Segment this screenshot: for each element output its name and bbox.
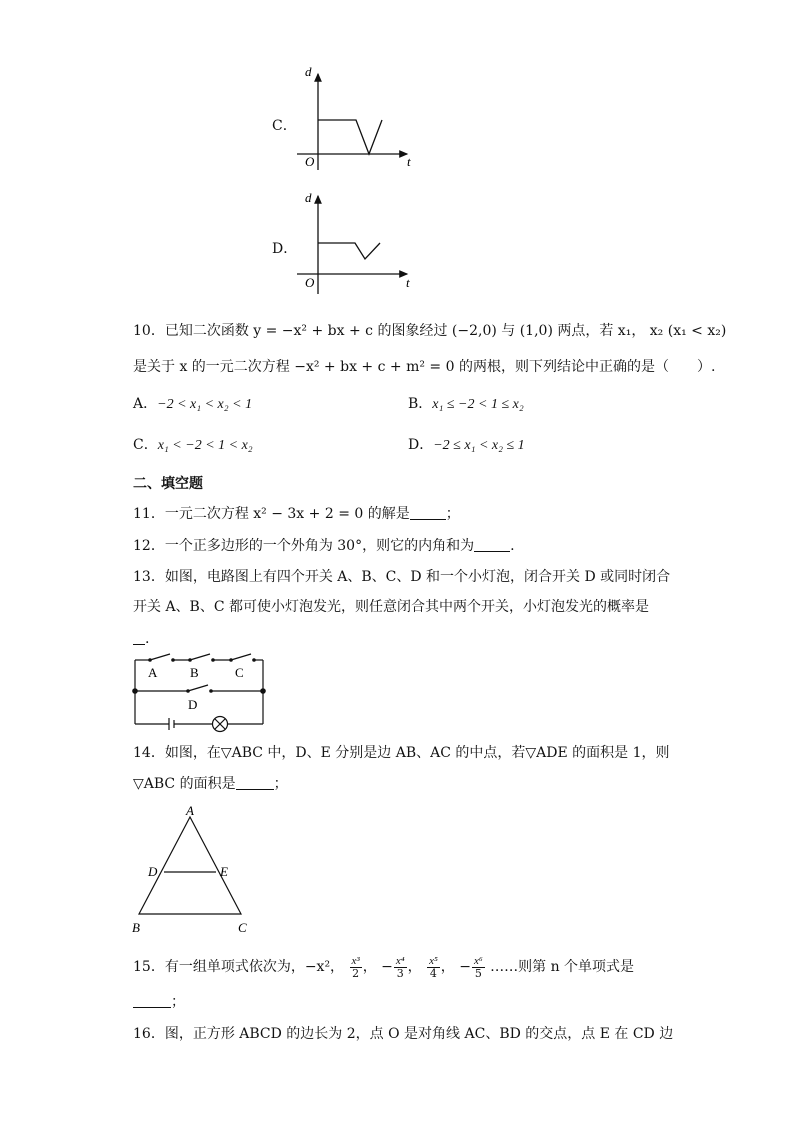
- q11-text: 11．一元二次方程 x² − 3x + 2 = 0 的解是: [133, 506, 410, 522]
- q10-option-a[interactable]: [133, 395, 252, 414]
- circuit-diagram: [128, 652, 273, 734]
- q12-after: .: [510, 538, 515, 554]
- q15-term-1: $\frac{\text{x³}}{2}$: [351, 954, 360, 980]
- q10-option-c[interactable]: [133, 436, 253, 455]
- q11-answer-blank[interactable]: [410, 505, 446, 520]
- vertex-b-label: B: [132, 920, 140, 935]
- vertex-a-label: A: [186, 803, 194, 818]
- q16-line1: 16．图，正方形 ABCD 的边长为 2，点 O 是对角线 AC、BD 的交点，点 E 在 CD 边: [133, 1026, 674, 1042]
- q10-option-b-text: x₁ ≤ −2 < 1 ≤ x₂: [432, 397, 524, 412]
- graph-c-origin: O: [305, 154, 315, 169]
- q14-answer-blank[interactable]: [236, 775, 274, 790]
- switch-c-blade: [231, 654, 251, 660]
- switch-b-label: B: [190, 665, 199, 680]
- q10-option-a-text: −2 < x₁ < x₂ < 1: [157, 397, 253, 412]
- q15-term-4: − $\frac{\text{x⁶}}{5}$: [459, 954, 483, 980]
- graph-d-label: D．: [272, 241, 298, 257]
- q14-after: ；: [273, 776, 288, 792]
- q10-option-b-label: B．: [408, 396, 433, 412]
- graph-c-label: C．: [272, 118, 297, 134]
- q10-option-d-label: D．: [408, 437, 434, 453]
- q15-term-2: − $\frac{\text{x⁴}}{3}$: [381, 954, 405, 980]
- graph-c: [285, 62, 425, 172]
- q10-line2: 是关于 x 的一元二次方程 −x² + bx + c + m² = 0 的两根，则下列结论中正确的是（ ）.: [133, 359, 716, 375]
- vertex-e-label: E: [220, 864, 228, 879]
- switch-d-label: D: [188, 697, 198, 712]
- switch-a-blade: [150, 654, 170, 660]
- graph-d-curve: [318, 243, 380, 259]
- graph-d-axis-x: t: [406, 275, 410, 290]
- graph-d-origin: O: [305, 275, 315, 290]
- q15-term-3: $\frac{\text{x⁵}}{4}$: [429, 954, 438, 980]
- triangle-diagram: [128, 802, 258, 937]
- vertex-d-label: D: [148, 864, 158, 879]
- q14-line2: [133, 775, 288, 793]
- section-heading: 二、填空题: [133, 476, 203, 492]
- graph-c-curve: [318, 120, 382, 154]
- q10-option-d[interactable]: [408, 436, 525, 455]
- switch-c-label: C: [235, 665, 244, 680]
- q10-option-a-label: A．: [133, 396, 158, 412]
- q12: [133, 537, 515, 555]
- q12-text: 12．一个正多边形的一个外角为 30°，则它的内角和为: [133, 538, 475, 554]
- graph-d: [285, 186, 425, 296]
- q11-after: ；: [445, 506, 460, 522]
- q13-answer-blank[interactable]: [133, 630, 145, 645]
- switch-a-label: A: [148, 665, 158, 680]
- q11: [133, 505, 460, 523]
- q15-prefix: 15．有一组单项式依次为，−x²，: [133, 959, 345, 975]
- q15-suffix: ……则第 n 个单项式是: [490, 959, 635, 975]
- q15-line1: 15．有一组单项式依次为，−x²， $\frac{\text{x³}}{2}$ ， − $\frac{\text{x⁴}}{3}$ ， $\frac{\text{x⁵}}{4}$ ， − $\frac{\text{x⁶}}{5}$ ……则第 n 个单项式是: [133, 954, 635, 980]
- q12-answer-blank[interactable]: [474, 537, 510, 552]
- q15-line2: [133, 993, 185, 1011]
- q10-option-c-label: C．: [133, 437, 158, 453]
- q15-after: ；: [171, 994, 185, 1010]
- q10-option-d-text: −2 ≤ x₁ < x₂ ≤ 1: [433, 438, 525, 453]
- switch-d-blade: [188, 685, 208, 691]
- graph-d-axis-y: d: [305, 190, 312, 205]
- q10-line1: 10．已知二次函数 y = −x² + bx + c 的图象经过 (−2,0) 与 (1,0) 两点，若 x₁， x₂ (x₁ < x₂): [133, 323, 727, 339]
- q15-answer-blank[interactable]: [133, 993, 171, 1008]
- q10-option-b[interactable]: [408, 395, 524, 414]
- q13-line1: 13．如图，电路图上有四个开关 A、B、C、D 和一个小灯泡，闭合开关 D 或同时闭合: [133, 569, 671, 585]
- graph-c-axis-x: t: [407, 154, 411, 169]
- q10-option-c-text: x₁ < −2 < 1 < x₂: [157, 438, 253, 453]
- switch-b-blade: [190, 654, 210, 660]
- q14-line1: 14．如图，在▽ABC 中，D、E 分别是边 AB、AC 的中点，若▽ADE 的面积是 1，则: [133, 745, 670, 761]
- q13-line3: [133, 630, 149, 648]
- graph-c-axis-y: d: [305, 64, 312, 79]
- q14-line2-text: ▽ABC 的面积是: [133, 776, 236, 792]
- vertex-c-label: C: [238, 920, 247, 935]
- q13-line2: 开关 A、B、C 都可使小灯泡发光，则任意闭合其中两个开关，小灯泡发光的概率是: [133, 599, 650, 615]
- q13-after: .: [145, 631, 150, 647]
